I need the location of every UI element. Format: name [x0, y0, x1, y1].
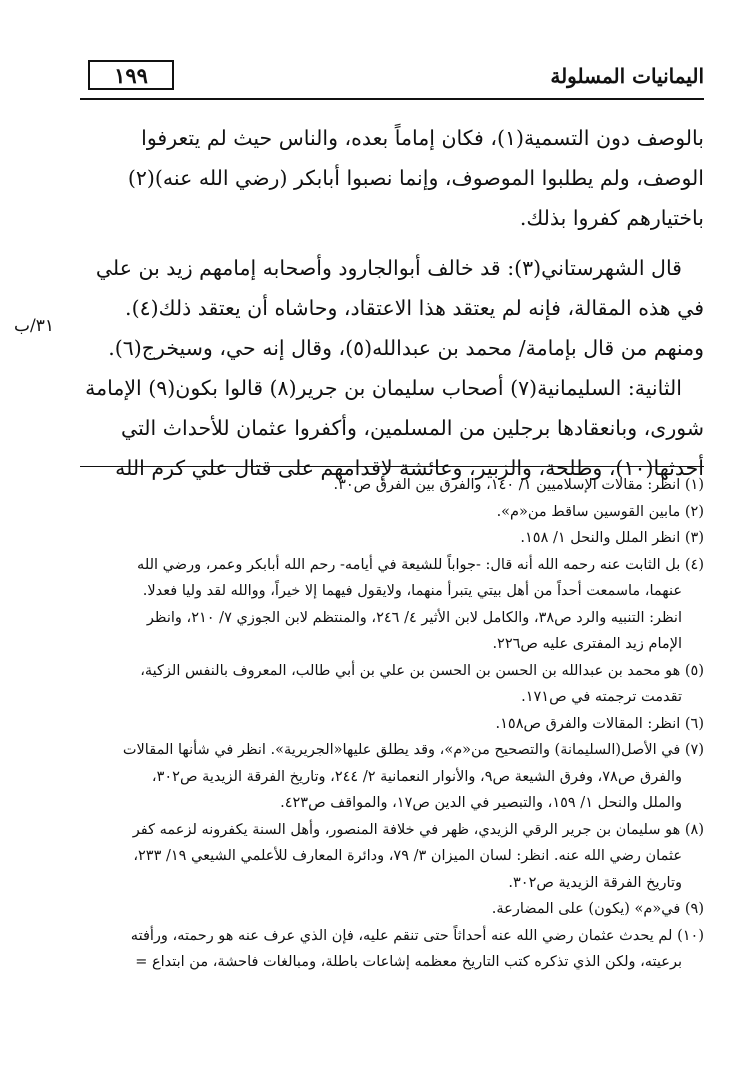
footnote-line: (٤) بل الثابت عنه رحمه الله أنه قال: -جواباً للشيعة في أيامه- رحم الله أبابكر وعمر، ورضي الله	[137, 556, 704, 573]
footnote-line: تقدمت ترجمته في ص١٧١.	[521, 689, 682, 705]
main-line: بالوصف دون التسمية(١)، فكان إماماً بعده، والناس حيث لم يتعرفوا	[141, 126, 704, 150]
page-header	[80, 56, 704, 100]
footnote-line: (٥) هو محمد بن عبدالله بن الحسن بن الحسن بن علي بن أبي طالب، المعروف بالنفس الزكية،	[140, 662, 704, 679]
footnote-5	[80, 658, 704, 711]
main-line: الوصف، ولم يطلبوا الموصوف، وإنما نصبوا أبابكر (رضي الله عنه)(٢)	[127, 166, 704, 190]
main-line: باختيارهم كفروا بذلك.	[519, 206, 704, 230]
main-line: قال الشهرستاني(٣): قد خالف أبوالجارود وأصحابه إمامهم زيد بن علي	[95, 256, 682, 280]
footnote-line: عنهما، ماسمعت أحداً من أهل بيتي يتبرأ منهما، ولايقول فيهما إلا خيراً، ووالله لقد وليا فعدلا.	[142, 583, 682, 599]
main-line: في هذه المقالة، فإنه لم يعتقد هذا الاعتقاد، وحاشاه أن يعتقد ذلك(٤).	[125, 296, 704, 320]
header-rule	[80, 98, 704, 100]
footnote-line: انظر: التنبيه والرد ص٣٨، والكامل لابن الأثير ٤/ ٢٤٦، والمنتظم لابن الجوزي ٧/ ٢١٠، وانظر	[146, 609, 682, 626]
footnote-line: (١٠) لم يحدث عثمان رضي الله عنه أحداثاً حتى تنقم عليه، فإن الذي عرف عنه هو رحمته، ورأفته	[130, 927, 704, 944]
footnote-line: (٩) في«م» (يكون) على المضارعة.	[491, 901, 704, 917]
footnote-4	[80, 552, 704, 658]
running-title: اليمانيات المسلولة	[550, 64, 704, 88]
main-line: الثانية: السليمانية(٧) أصحاب سليمان بن جرير(٨) قالوا بكون(٩) الإمامة	[85, 376, 682, 400]
main-line: شورى، وبانعقادها برجلين من المسلمين، وأكفروا عثمان للأحداث التي	[120, 416, 704, 440]
main-text	[80, 118, 704, 488]
main-line: ومنهم من قال بإمامة/ محمد بن عبدالله(٥)، وقال إنه حي، وسيخرج(٦).	[108, 336, 704, 360]
footnote-9	[80, 896, 704, 923]
main-line: أحدثها(١٠)، وطلحة، والزبير، وعائشة لإقدامهم على قتال علي كرم الله	[115, 456, 704, 480]
footnote-7	[80, 737, 704, 817]
paragraph-2	[80, 248, 704, 368]
footnote-line: (٧) في الأصل(السليمانة) والتصحيح من«م»، وقد يطلق عليها«الجريرية». انظر في شأنها المقالات	[122, 742, 704, 758]
footnote-line: (٢) مابين القوسين ساقط من«م».	[496, 503, 704, 520]
manuscript-folio-note: ٣١/ب	[14, 316, 54, 336]
footnote-line: عثمان رضي الله عنه. انظر: لسان الميزان ٣/ ٧٩، ودائرة المعارف للأعلمي الشيعي ١٩/ ٢٣٣،	[133, 848, 682, 864]
footnote-line: (٦) انظر: المقالات والفرق ص١٥٨.	[495, 715, 704, 732]
paragraph-1	[80, 118, 704, 238]
footnote-1	[80, 472, 704, 499]
footnote-line: وتاريخ الفرقة الزيدية ص٣٠٢.	[508, 874, 682, 891]
footnote-line: برعيته، ولكن الذي تذكره كتب التاريخ معظمه إشاعات باطلة، ومبالغات فاحشة، من ابتداع =	[135, 954, 682, 970]
footnote-10	[80, 923, 704, 976]
footnote-3	[80, 525, 704, 552]
footnote-line: والملل والنحل ١/ ١٥٩، والتبصير في الدين ص١٧، والمواقف ص٤٢٣.	[280, 795, 682, 811]
footnote-line: (٨) هو سليمان بن جرير الرقي الزيدي، ظهر في خلافة المنصور، وأهل السنة يكفرونه لزعمه كفر	[132, 821, 704, 838]
footnote-separator	[80, 466, 704, 467]
footnote-line: (١) انظر: مقالات الإسلاميين ١/ ١٤٠، والفرق بين الفرق ص٣٠.	[333, 477, 704, 493]
footnotes	[80, 472, 704, 976]
footnote-8	[80, 817, 704, 897]
footnote-2	[80, 499, 704, 526]
page-number: ١٩٩	[88, 60, 174, 90]
footnote-line: الإمام زيد المفترى عليه ص٢٢٦.	[492, 636, 682, 652]
footnote-line: والفرق ص٧٨، وفرق الشيعة ص٩، والأنوار النعمانية ٢/ ٢٤٤، وتاريخ الفرقة الزيدية ص٣٠٢،	[151, 768, 682, 785]
footnote-line: (٣) انظر الملل والنحل ١/ ١٥٨.	[520, 530, 704, 546]
paragraph-3	[80, 368, 704, 488]
footnote-6	[80, 711, 704, 738]
